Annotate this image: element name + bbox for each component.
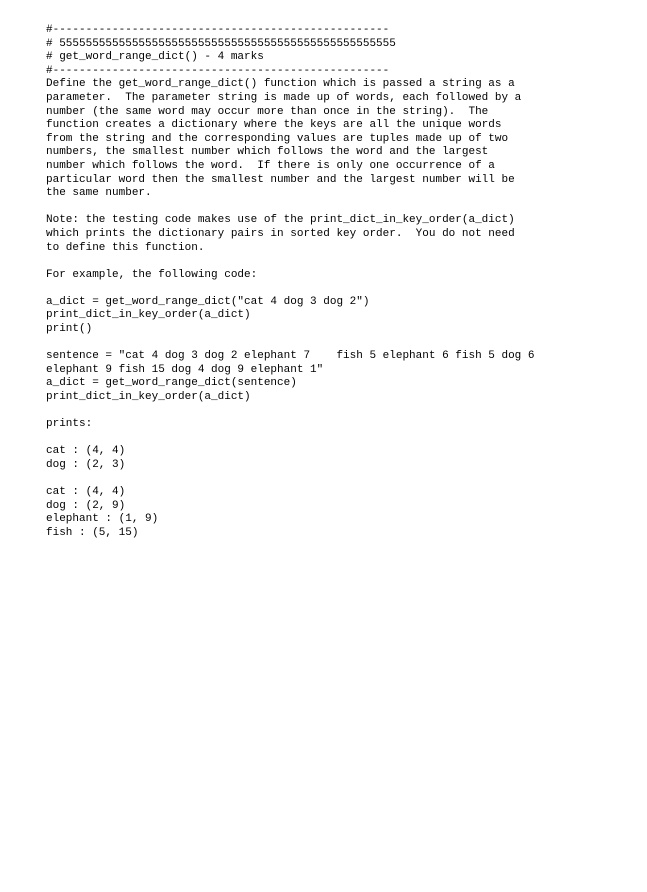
blank-line bbox=[46, 282, 636, 296]
example-intro: For example, the following code: bbox=[46, 268, 258, 281]
blank-line bbox=[46, 255, 636, 269]
code-line: print_dict_in_key_order(a_dict) bbox=[46, 309, 251, 322]
description-line: from the string and the corresponding values are tuples made up of two bbox=[46, 132, 509, 145]
prints-label: prints: bbox=[46, 418, 93, 431]
note-line: to define this function. bbox=[46, 241, 205, 254]
blank-line bbox=[46, 201, 636, 215]
separator-line: #--------------------------------------------------- bbox=[46, 64, 390, 77]
description-line: number which follows the word. If there is only one occurrence of a bbox=[46, 159, 495, 172]
note-line: which prints the dictionary pairs in sorted key order. You do not need bbox=[46, 227, 515, 240]
description-line: numbers, the smallest number which follows the word and the largest bbox=[46, 146, 489, 159]
question-title: # get_word_range_dict() - 4 marks bbox=[46, 51, 264, 64]
blank-line bbox=[46, 432, 636, 446]
note-line: Note: the testing code makes use of the print_dict_in_key_order(a_dict) bbox=[46, 214, 515, 227]
blank-line bbox=[46, 405, 636, 419]
code-line: a_dict = get_word_range_dict("cat 4 dog 3 dog 2") bbox=[46, 295, 370, 308]
blank-line bbox=[46, 337, 636, 351]
code-line: print_dict_in_key_order(a_dict) bbox=[46, 391, 251, 404]
description-line: particular word then the smallest number and the largest number will be bbox=[46, 173, 515, 186]
output-line: fish : (5, 15) bbox=[46, 526, 139, 539]
code-line: sentence = "cat 4 dog 3 dog 2 elephant 7 fish 5 elephant 6 fish 5 dog 6 bbox=[46, 350, 535, 363]
description-line: the same number. bbox=[46, 187, 152, 200]
question-number-line: # 555555555555555555555555555555555555555555555555555 bbox=[46, 37, 396, 50]
output-line: dog : (2, 9) bbox=[46, 499, 126, 512]
code-line: a_dict = get_word_range_dict(sentence) bbox=[46, 377, 297, 390]
code-line: elephant 9 fish 15 dog 4 dog 9 elephant 1" bbox=[46, 363, 324, 376]
description-line: number (the same word may occur more than once in the string). The bbox=[46, 105, 489, 118]
blank-line bbox=[46, 473, 636, 487]
output-line: dog : (2, 3) bbox=[46, 459, 126, 471]
document-page bbox=[46, 24, 636, 541]
output-line: cat : (4, 4) bbox=[46, 486, 126, 499]
code-line: print() bbox=[46, 323, 93, 336]
output-line: cat : (4, 4) bbox=[46, 445, 126, 458]
description-line: Define the get_word_range_dict() function which is passed a string as a bbox=[46, 78, 515, 91]
description-line: parameter. The parameter string is made up of words, each followed by a bbox=[46, 91, 522, 104]
description-line: function creates a dictionary where the keys are all the unique words bbox=[46, 119, 502, 132]
separator-line: #--------------------------------------------------- bbox=[46, 24, 390, 36]
output-line: elephant : (1, 9) bbox=[46, 513, 159, 526]
